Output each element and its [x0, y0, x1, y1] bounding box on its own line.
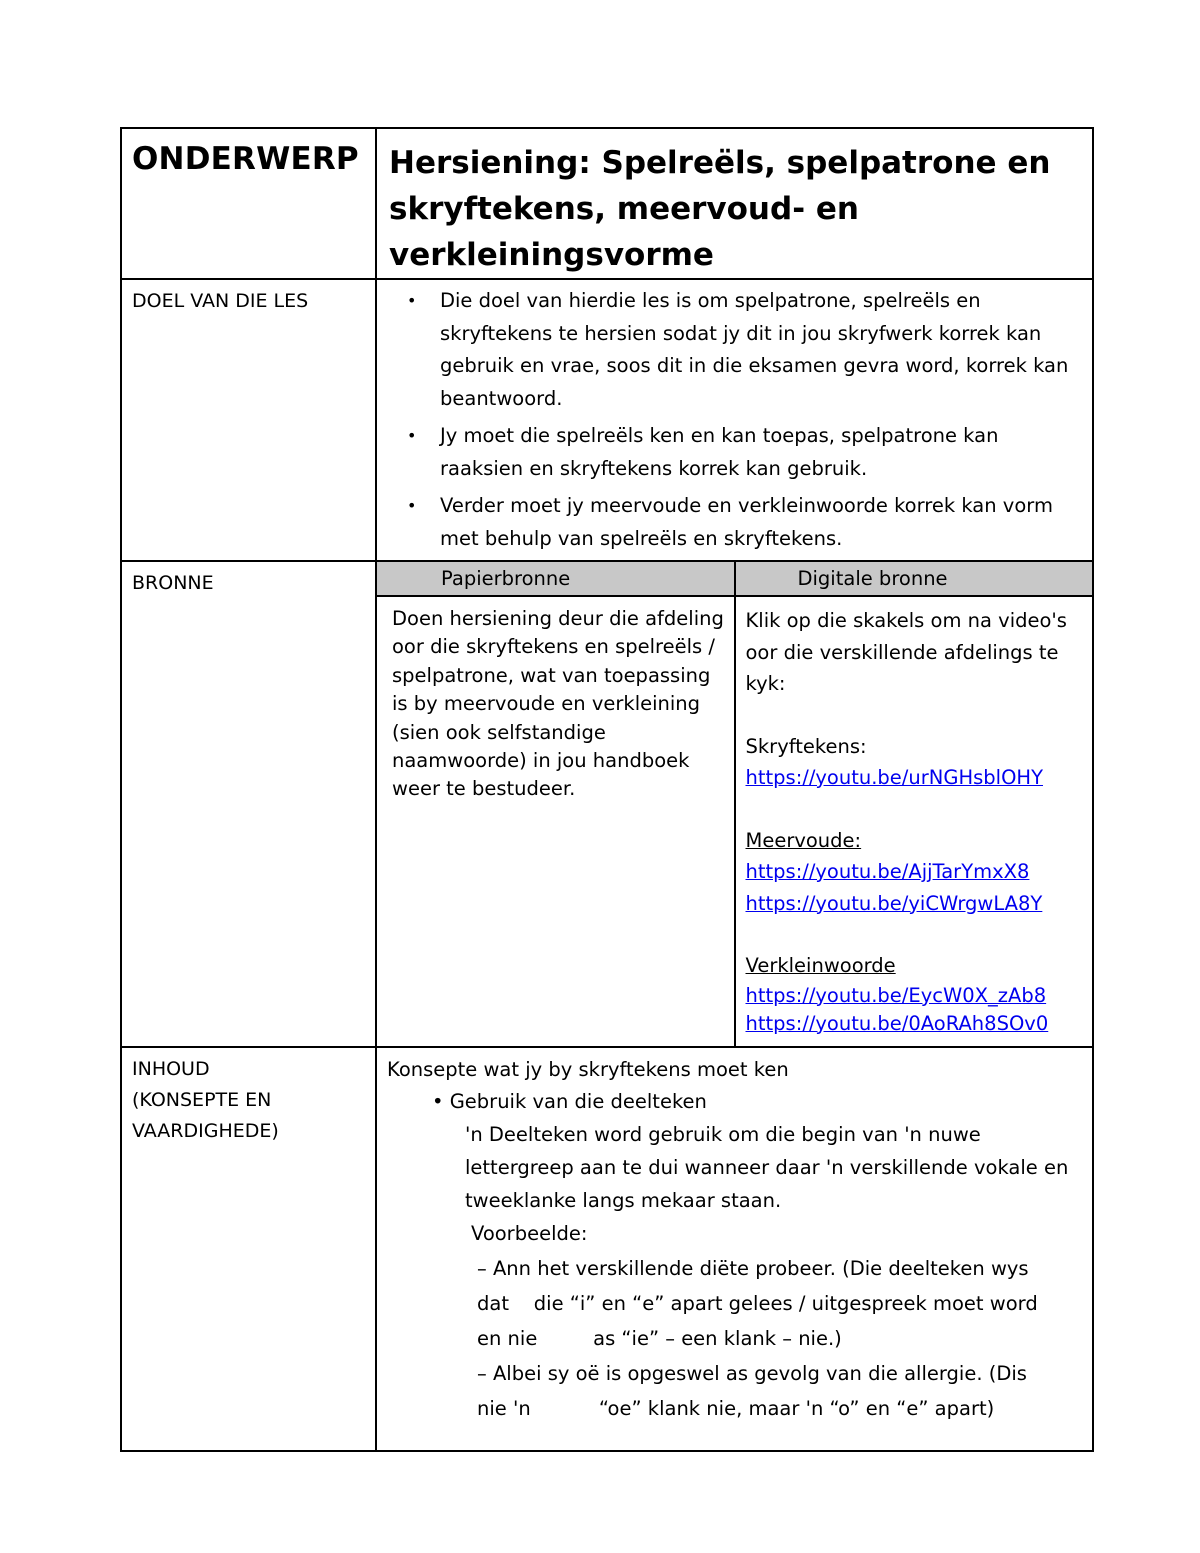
goal-text: Verder moet jy meervoude en verkleinwoorde korrek kan vorm met behulp van spelreëls en skryftekens.: [440, 494, 1053, 550]
content-label-line: (KONSEPTE EN: [132, 1089, 272, 1111]
content-body: [377, 1048, 1092, 1426]
list-item: [377, 285, 1082, 415]
paper-sources-header: Papierbronne: [377, 562, 735, 596]
list-item: [377, 420, 1082, 485]
row-subject: [121, 128, 1093, 279]
row-content: [121, 1047, 1093, 1451]
list-item: [377, 490, 1082, 555]
example-line: – Albei sy oë is opgeswel as gevolg van die allergie. (Dis: [477, 1362, 1027, 1385]
goal-content-cell: [376, 279, 1093, 561]
example-line: dat die “i” en “e” apart gelees / uitgespreek moet word: [477, 1292, 1038, 1315]
row-sources: [121, 561, 1093, 1047]
paper-sources-text: Doen hersiening deur die afdeling oor die skryftekens en spelreëls / spelpatrone, wat van toepassing is by meervoude en verkleining (sien ook selfstandige naamwoorde) in jou handboek weer te bestudeer.: [377, 596, 735, 1046]
example-line: nie 'n “oe” klank nie, maar 'n “o” en “e” apart): [477, 1397, 995, 1420]
page-title: Hersiening: Spelreëls, spelpatrone en skryftekens, meervoud- en verkleiningsvorme: [389, 145, 1051, 273]
content-label-line: VAARDIGHEDE): [132, 1120, 279, 1142]
example-line: en nie as “ie” – een klank – nie.): [477, 1327, 842, 1350]
content-label-line: INHOUD: [132, 1058, 210, 1080]
content-label-cell: [121, 1047, 376, 1451]
skryftekens-video-link[interactable]: https://youtu.be/urNGHsblOHY: [745, 766, 1043, 789]
lesson-table: [120, 127, 1094, 1452]
goal-list: [377, 280, 1092, 555]
meervoude-video-link-2[interactable]: https://youtu.be/yiCWrgwLA8Y: [745, 891, 1043, 915]
sources-table: [377, 562, 1092, 1046]
skryftekens-label: Skryftekens:: [745, 734, 867, 758]
bullet-icon: •: [407, 291, 417, 310]
bullet-icon: •: [407, 426, 417, 445]
meervoude-video-link-1[interactable]: https://youtu.be/AjjTarYmxX8: [745, 860, 1030, 883]
sources-header-row: [377, 562, 1092, 596]
goal-text: Jy moet die spelreëls ken en kan toepas, spelpatrone kan raaksien en skryftekens korrek kan gebruik.: [440, 424, 999, 480]
goal-label-cell: [121, 279, 376, 561]
examples-heading: Voorbeelde:: [471, 1222, 588, 1245]
content-intro: Konsepte wat jy by skryftekens moet ken: [387, 1058, 789, 1081]
digital-intro: Klik op die skakels om na video's oor die verskillende afdelings te kyk:: [745, 609, 1067, 695]
goal-text: Die doel van hierdie les is om spelpatrone, spelreëls en skryftekens te hersien sodat jy dit in jou skryfwerk korrek kan gebruik en vrae, soos dit in die eksamen gevra word, korrek kan beantwoord.: [440, 289, 1069, 410]
content-body-cell: [376, 1047, 1093, 1451]
goal-label: DOEL VAN DIE LES: [132, 290, 309, 312]
meervoude-label: Meervoude:: [745, 828, 862, 852]
digital-sources-cell: [735, 596, 1093, 1046]
verklein-video-link-1[interactable]: https://youtu.be/EycW0X_zAb8: [745, 983, 1047, 1007]
subject-title-cell: [376, 128, 1093, 279]
sources-label-cell: [121, 561, 376, 1047]
subject-label-cell: [121, 128, 376, 279]
sources-body-row: [377, 596, 1092, 1046]
sources-content-cell: [376, 561, 1093, 1047]
example-line: – Ann het verskillende diëte probeer. (Die deelteken wys: [477, 1257, 1029, 1280]
content-bullet: • Gebruik van die deelteken: [432, 1090, 707, 1113]
content-label: [122, 1048, 375, 1147]
bullet-icon: •: [407, 496, 417, 515]
digital-sources-header: Digitale bronne: [735, 562, 1093, 596]
content-paragraph: 'n Deelteken word gebruik om die begin van 'n nuwe lettergreep aan te dui wanneer daar 'n verskillende vokale en tweeklanke langs mekaar staan.: [465, 1123, 1069, 1212]
sources-label: BRONNE: [132, 572, 214, 594]
subject-label: ONDERWERP: [132, 141, 359, 177]
verklein-video-link-2[interactable]: https://youtu.be/0AoRAh8SOv0: [745, 1011, 1049, 1035]
verklein-label: Verkleinwoorde: [745, 954, 896, 977]
row-goal: [121, 279, 1093, 561]
